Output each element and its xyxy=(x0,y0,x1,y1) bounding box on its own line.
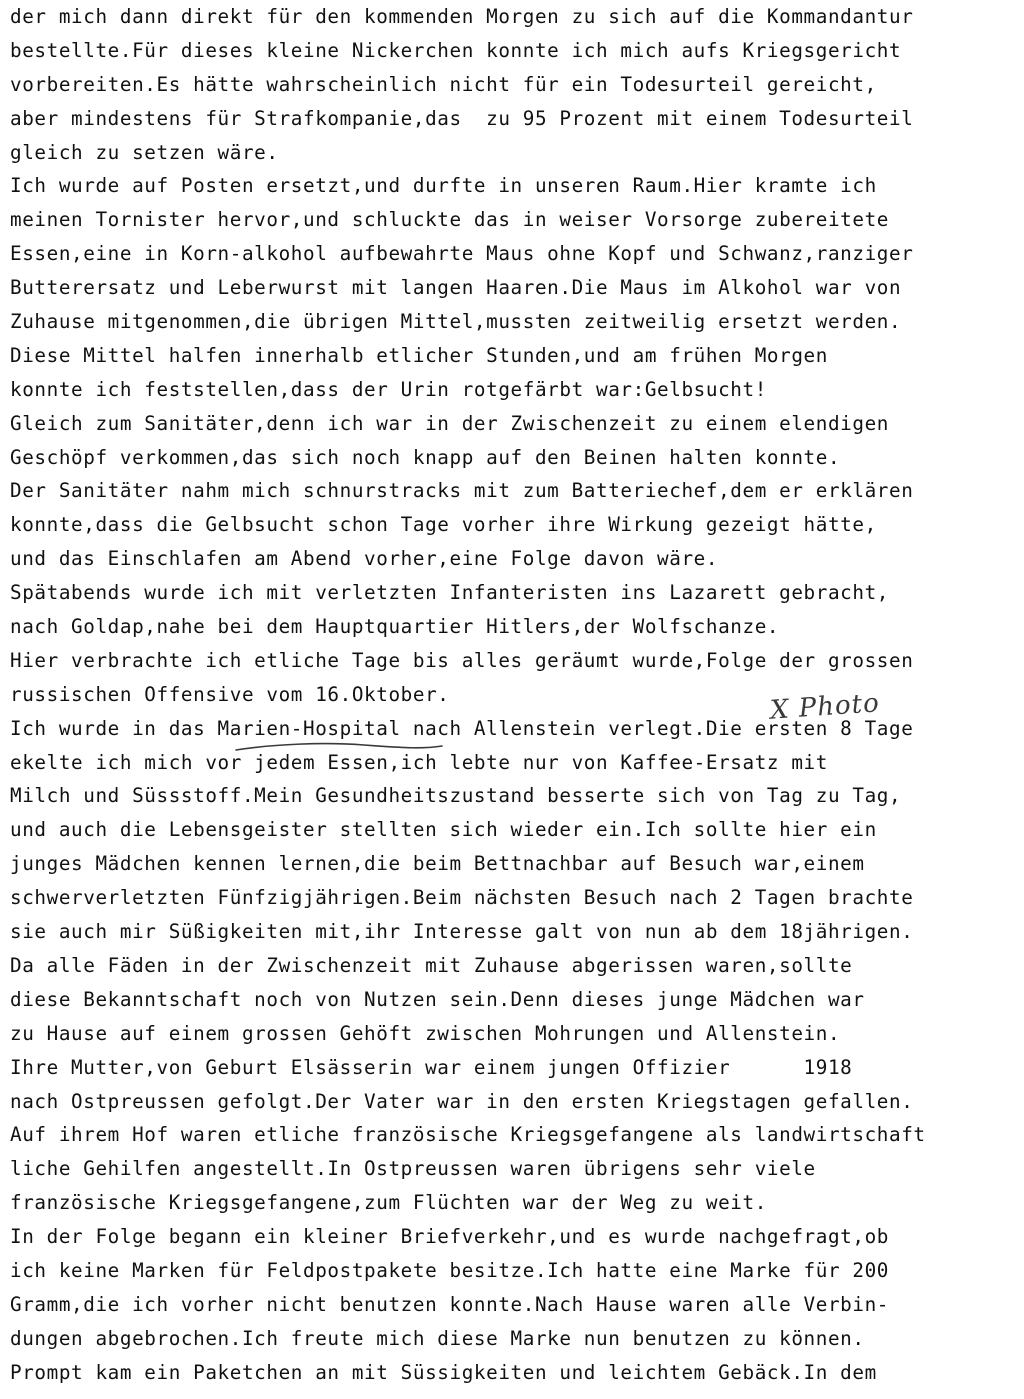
text-line: aber mindestens für Strafkompanie,das zu 95 Prozent mit einem Todesurteil xyxy=(10,106,914,130)
text-line: Ihre Mutter,von Geburt Elsässerin war einem jungen Offizier 1918 xyxy=(10,1055,853,1079)
text-line: meinen Tornister hervor,und schluckte das in weiser Vorsorge zubereitete xyxy=(10,208,889,232)
text-line: vorbereiten.Es hätte wahrscheinlich nicht für ein Todesurteil gereicht, xyxy=(10,72,877,96)
text-line: Ich wurde auf Posten ersetzt,und durfte in unseren Raum.Hier kramte ich xyxy=(10,174,877,198)
text-line: Essen,eine in Korn-alkohol aufbewahrte Maus ohne Kopf und Schwanz,ranziger xyxy=(10,242,914,266)
text-line: Hier verbrachte ich etliche Tage bis alles geräumt wurde,Folge der grossen xyxy=(10,648,914,672)
text-line: französische Kriegsgefangene,zum Flüchten war der Weg zu weit. xyxy=(10,1191,767,1215)
text-line: Diese Mittel halfen innerhalb etlicher Stunden,und am frühen Morgen xyxy=(10,343,828,367)
text-line: Der Sanitäter nahm mich schnurstracks mit zum Batteriechef,dem er erklären xyxy=(10,479,914,503)
text-line: Butterersatz und Leberwurst mit langen Haaren.Die Maus im Alkohol war von xyxy=(10,276,902,300)
handwritten-underline xyxy=(234,740,444,754)
text-line: sie auch mir Süßigkeiten mit,ihr Interesse galt von nun ab dem 18jährigen. xyxy=(10,920,914,944)
text-line: Prompt kam ein Paketchen an mit Süssigkeiten und leichtem Gebäck.In dem xyxy=(10,1360,877,1384)
text-line: Milch und Süssstoff.Mein Gesundheitszustand besserte sich von Tag zu Tag, xyxy=(10,784,902,808)
text-line: nach Ostpreussen gefolgt.Der Vater war in den ersten Kriegstagen gefallen. xyxy=(10,1089,914,1113)
text-line: und auch die Lebensgeister stellten sich wieder ein.Ich sollte hier ein xyxy=(10,818,877,842)
text-line: Gramm,die ich vorher nicht benutzen konnte.Nach Hause waren alle Verbin- xyxy=(10,1292,889,1316)
text-line: konnte ich feststellen,dass der Urin rotgefärbt war:Gelbsucht! xyxy=(10,377,767,401)
text-line: gleich zu setzen wäre. xyxy=(10,140,279,164)
text-line: zu Hause auf einem grossen Gehöft zwischen Mohrungen und Allenstein. xyxy=(10,1021,841,1045)
text-line: russischen Offensive vom 16.Oktober. xyxy=(10,682,450,706)
text-line: In der Folge begann ein kleiner Briefverkehr,und es wurde nachgefragt,ob xyxy=(10,1225,889,1249)
text-line: bestellte.Für dieses kleine Nickerchen konnte ich mich aufs Kriegsgericht xyxy=(10,38,902,62)
text-line: Gleich zum Sanitäter,denn ich war in der Zwischenzeit zu einem elendigen xyxy=(10,411,889,435)
text-line: liche Gehilfen angestellt.In Ostpreussen waren übrigens sehr viele xyxy=(10,1157,816,1181)
text-line: junges Mädchen kennen lernen,die beim Bettnachbar auf Besuch war,einem xyxy=(10,852,865,876)
text-line: diese Bekanntschaft noch von Nutzen sein.Denn dieses junge Mädchen war xyxy=(10,987,865,1011)
text-line: Ich wurde in das Marien-Hospital nach Allenstein verlegt.Die ersten 8 Tage xyxy=(10,716,914,740)
text-line: Zuhause mitgenommen,die übrigen Mittel,mussten zeitweilig ersetzt werden. xyxy=(10,310,902,334)
text-line: der mich dann direkt für den kommenden Morgen zu sich auf die Kommandantur xyxy=(10,5,914,28)
handwritten-annotation: X Photo xyxy=(769,688,881,726)
text-line: Geschöpf verkommen,das sich noch knapp auf den Beinen halten konnte. xyxy=(10,445,841,469)
text-line: Da alle Fäden in der Zwischenzeit mit Zuhause abgerissen waren,sollte xyxy=(10,953,853,977)
text-line: nach Goldap,nahe bei dem Hauptquartier Hitlers,der Wolfschanze. xyxy=(10,615,780,639)
text-line: ich keine Marken für Feldpostpakete besitze.Ich hatte eine Marke für 200 xyxy=(10,1258,889,1282)
text-line: ekelte ich mich vor jedem Essen,ich lebte nur von Kaffee-Ersatz mit xyxy=(10,750,828,774)
text-line: und das Einschlafen am Abend vorher,eine Folge davon wäre. xyxy=(10,547,719,571)
text-line: konnte,dass die Gelbsucht schon Tage vorher ihre Wirkung gezeigt hätte, xyxy=(10,513,877,537)
text-line: Spätabends wurde ich mit verletzten Infanteristen ins Lazarett gebracht, xyxy=(10,581,889,605)
text-line: schwerverletzten Fünfzigjährigen.Beim nächsten Besuch nach 2 Tagen brachte xyxy=(10,886,914,910)
text-line: Auf ihrem Hof waren etliche französische Kriegsgefangene als landwirtschaft xyxy=(10,1123,926,1147)
text-line: dungen abgebrochen.Ich freute mich diese Marke nun benutzen zu können. xyxy=(10,1326,865,1350)
